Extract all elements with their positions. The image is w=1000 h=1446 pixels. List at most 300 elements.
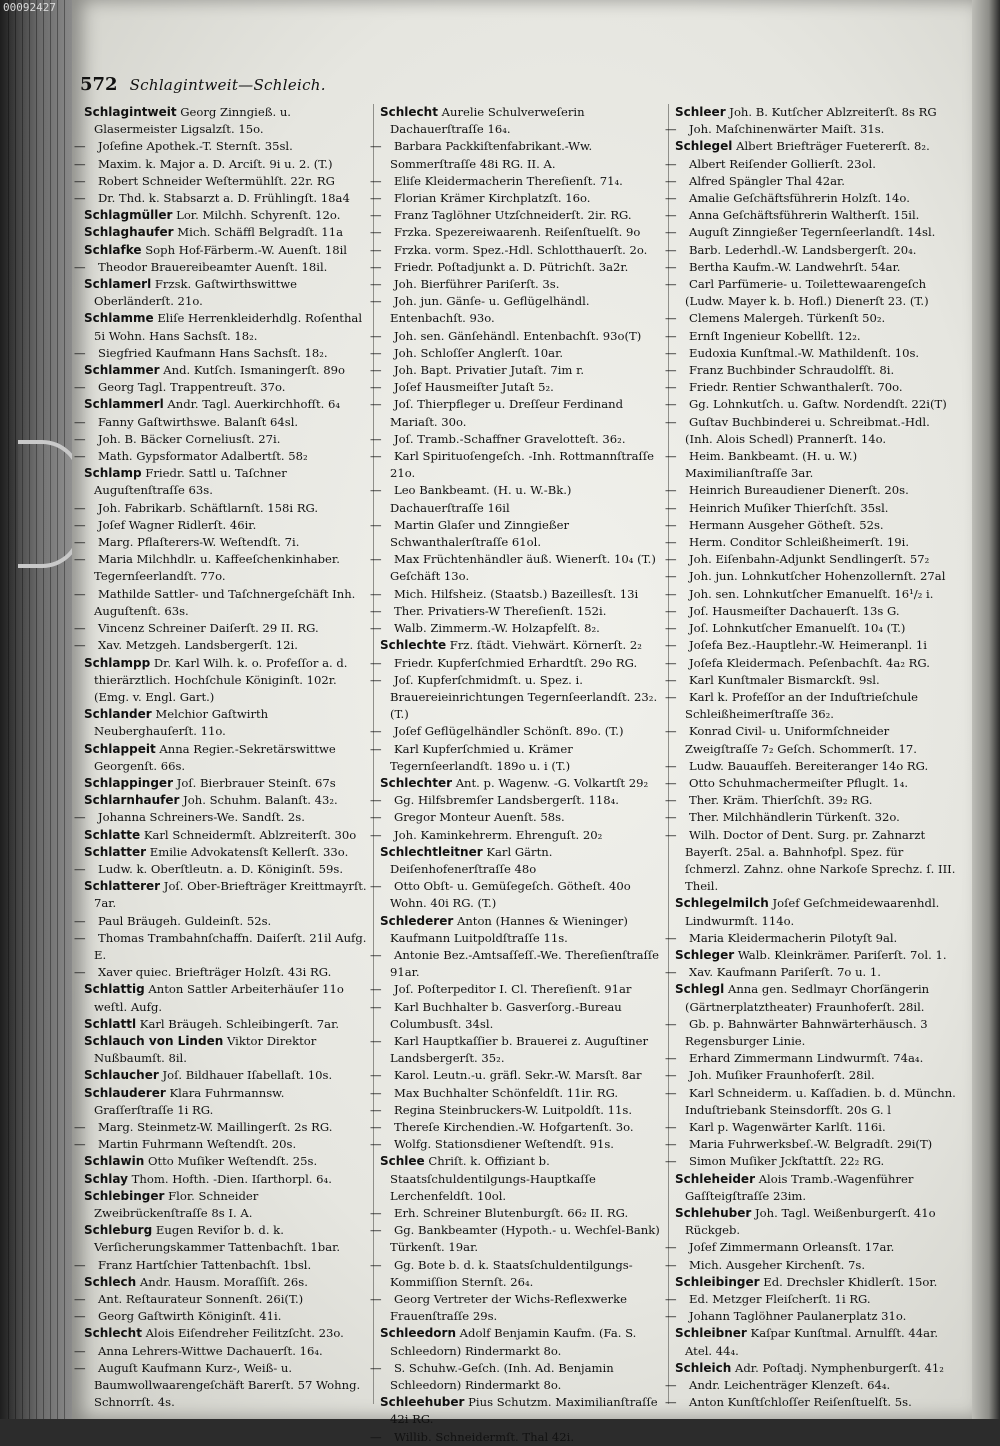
- directory-entry: [84, 310, 367, 344]
- directory-entry: [675, 895, 957, 929]
- entry-details: Emilie Advokatensſt Kellerſt. 33o.: [149, 844, 349, 859]
- directory-entry: [370, 792, 662, 809]
- directory-entry: [370, 517, 662, 551]
- entry-details: Frzka. Spezereiwaarenh. Reiſenſtuelſt. 9o: [394, 225, 641, 240]
- entry-details: Frzsk. Gaſtwirthswittwe Oberländerſt. 21o.: [94, 277, 298, 309]
- entry-details: Wilh. Doctor of Dent. Surg. pr. Zahnarzt Bayerſt. 25al. a. Bahnhofpl. Spez. für ſchmerzl. Zahnz. ohne Narkoſe Sprechz. ſ. III. Theil.: [685, 827, 956, 894]
- directory-entry: [74, 1136, 367, 1153]
- entry-details: Joh. Eiſenbahn-Adjunkt Sendlingerſt. 57₂: [689, 552, 930, 567]
- entry-details: Friedr. Rentier Schwanthalerſt. 70o.: [689, 380, 903, 395]
- entry-details: Friedr. Poſtadjunkt a. D. Pütrichſt. 3a2r.: [394, 259, 629, 274]
- directory-entry: [74, 448, 367, 465]
- directory-entry: [665, 1239, 957, 1256]
- repeat-dash: —: [665, 1240, 677, 1255]
- repeat-dash: —: [74, 621, 86, 636]
- directory-entry: [74, 586, 367, 620]
- entry-details: Ed. Drechsler Khidlerſt. 15or.: [763, 1274, 938, 1289]
- directory-entry: [675, 1360, 957, 1377]
- directory-entry: [370, 878, 662, 912]
- directory-entry: [665, 173, 957, 190]
- entry-details: Barbara Packkiſtenfabrikant.-Ww. Sommerſtraſſe 48i RG. II. A.: [390, 139, 593, 171]
- directory-entry: [370, 999, 662, 1033]
- entry-surname: Schlederer: [380, 913, 454, 928]
- entry-details: Joſefine Apothek.-T. Sternſt. 35sl.: [98, 139, 293, 154]
- repeat-dash: —: [665, 689, 677, 704]
- entry-surname: Schlehuber: [675, 1206, 752, 1220]
- directory-entry: [84, 1153, 367, 1170]
- directory-entry: [74, 138, 367, 155]
- directory-entry: [665, 1050, 957, 1067]
- entry-details: Soph Hof-Färberm.-W. Auenſt. 18il: [145, 242, 348, 257]
- directory-entry: [370, 173, 662, 190]
- directory-entry: [84, 827, 367, 844]
- entry-details: Viktor Direktor Nußbaumſt. 8il.: [94, 1033, 317, 1066]
- entry-details: Franz Hartſchier Tattenbachſt. 1bsl.: [98, 1257, 312, 1272]
- entry-details: Melchior Gaſtwirth Neuberghauſerſt. 11o.: [94, 707, 269, 739]
- directory-entry: [84, 1067, 367, 1084]
- entry-details: Joſ. Thierpfleger u. Dreſſeur Ferdinand Mariaſt. 30o.: [390, 397, 624, 429]
- directory-entry: [665, 1016, 957, 1050]
- directory-entry: [665, 930, 957, 947]
- directory-entry: [370, 655, 662, 672]
- directory-entry: [675, 981, 957, 1015]
- directory-entry: [84, 207, 367, 224]
- entry-details: Joh. Maſchinenwärter Maiſt. 31s.: [689, 122, 885, 137]
- directory-entry: [665, 672, 957, 689]
- entry-surname: Schlatter: [84, 844, 147, 859]
- repeat-dash: —: [370, 724, 382, 739]
- repeat-dash: —: [74, 380, 86, 395]
- entry-details: Joh. Bapt. Privatier Jutaſt. 7im r.: [394, 363, 585, 378]
- directory-entry: [74, 809, 367, 826]
- repeat-dash: —: [74, 965, 86, 980]
- entry-surname: Schlammer: [84, 363, 160, 378]
- directory-entry: [74, 156, 367, 173]
- entry-surname: Schleibner: [675, 1326, 747, 1341]
- directory-entry: [370, 586, 662, 603]
- directory-entry: [84, 878, 367, 912]
- directory-entry: [84, 1033, 367, 1067]
- directory-entry: [84, 844, 367, 861]
- repeat-dash: —: [665, 397, 677, 412]
- repeat-dash: —: [665, 345, 677, 360]
- repeat-dash: —: [370, 827, 382, 842]
- entry-details: Ther. Milchhändlerin Türkenſt. 32o.: [689, 810, 900, 825]
- entry-details: Thomas Trambahnſchaffn. Daiſerſt. 21il Aufg. E.: [94, 930, 367, 962]
- repeat-dash: —: [665, 655, 677, 670]
- entry-details: Albert Reiſender Gollierſt. 23ol.: [689, 156, 876, 171]
- directory-entry: [84, 396, 367, 413]
- repeat-dash: —: [370, 345, 382, 360]
- entry-details: Erhard Zimmermann Lindwurmſt. 74a₄.: [689, 1051, 924, 1066]
- entry-details: Auguſt Kaufmann Kurz-, Weiß- u. Baumwollwaarengeſchäft Barerſt. 57 Wohng. Schnorrſt. 4s.: [94, 1360, 361, 1410]
- repeat-dash: —: [665, 552, 677, 567]
- repeat-dash: —: [74, 431, 86, 446]
- entry-details: Joh. sen. Lohnkutſcher Emanuelſt. 16¹/₂ i.: [689, 586, 934, 601]
- entry-details: Ant. p. Wagenw. -G. Volkartſt 29₂: [455, 775, 649, 790]
- repeat-dash: —: [665, 724, 677, 739]
- directory-entry: [370, 1291, 662, 1325]
- entry-details: Anna Regier.-Sekretärswittwe Georgenſt. 66s.: [94, 741, 336, 773]
- repeat-dash: —: [74, 930, 86, 945]
- entry-details: Otto Schuhmachermeiſter Pfluglt. 1₄.: [689, 775, 909, 790]
- directory-entry: [84, 362, 367, 379]
- entry-details: Amalie Geſchäftsführerin Holzſt. 14o.: [689, 191, 910, 206]
- entry-surname: Schlegl: [675, 982, 725, 997]
- directory-entry: [665, 448, 957, 482]
- directory-entry: [665, 379, 957, 396]
- entry-details: Eugen Reviſor b. d. k. Verſicherungskammer Tattenbachſt. 1bar.: [94, 1223, 341, 1255]
- repeat-dash: —: [370, 672, 382, 687]
- entry-details: Walb. Zimmerm.-W. Holzapfelſt. 8₂.: [394, 621, 600, 636]
- entry-surname: Schlegelmilch: [675, 896, 769, 911]
- repeat-dash: —: [370, 947, 382, 962]
- directory-entry: [74, 190, 367, 207]
- directory-entry: [74, 379, 367, 396]
- directory-entry: [74, 1257, 367, 1274]
- entry-details: Auguſt Zinngießer Tegernſeerlandſt. 14sl.: [689, 225, 936, 240]
- entry-details: Ther. Privatiers-W Thereſienſt. 152i.: [394, 603, 607, 618]
- directory-entry: [84, 1274, 367, 1291]
- entry-surname: Schleich: [675, 1360, 732, 1375]
- directory-entry: [370, 448, 662, 482]
- entry-details: Andr. Tagl. Auerkirchhofſt. 6₄: [167, 397, 341, 412]
- directory-entry: [74, 1343, 367, 1360]
- directory-entry: [84, 242, 367, 259]
- directory-entry: [74, 620, 367, 637]
- page-header: [80, 74, 780, 102]
- entry-details: Eliſe Herrenkleiderhdlg. Roſenthal 5i Wohn. Hans Sachsſt. 18₂.: [94, 311, 363, 343]
- entry-surname: Schlauch von Linden: [84, 1033, 224, 1048]
- repeat-dash: —: [665, 1137, 677, 1152]
- entry-details: Georg Gaſtwirth Königinſt. 41i.: [98, 1309, 282, 1324]
- entry-details: Konrad Civil- u. Uniformſchneider Zweigſtraſſe 7₂ Geſch. Schommerſt. 17.: [685, 724, 917, 756]
- entry-details: Carl Parfümerie- u. Toilettewaarengeſch (Ludw. Mayer k. b. Hofl.) Dienerſt 23. (T.): [685, 277, 929, 309]
- repeat-dash: —: [370, 1206, 382, 1220]
- entry-details: Maria Fuhrwerksbeſ.-W. Belgradſt. 29i(T): [689, 1137, 933, 1152]
- directory-entry: [665, 534, 957, 551]
- entry-details: Gb. p. Bahnwärter Bahnwärterhäusch. 3 Regensburger Linie.: [685, 1016, 928, 1048]
- repeat-dash: —: [74, 449, 86, 464]
- directory-entry: [370, 345, 662, 362]
- entry-details: Heinrich Bureaudiener Dienerſt. 20s.: [689, 483, 909, 498]
- directory-entry: [74, 173, 367, 190]
- entry-details: Maria Kleidermacherin Pilotyſt 9al.: [689, 930, 898, 945]
- repeat-dash: —: [74, 191, 86, 206]
- repeat-dash: —: [665, 1292, 677, 1307]
- entry-surname: Schlamerl: [84, 277, 152, 292]
- directory-entry: [665, 1153, 957, 1170]
- directory-entry: [84, 981, 367, 1015]
- entry-details: Joh. B. Kutſcher Ablzreiterſt. 8s RG: [729, 105, 937, 119]
- directory-entry: [370, 207, 662, 224]
- directory-entry: [665, 551, 957, 568]
- entry-details: Alois Tramb.-Wagenführer Gaſſteigſtraſſe 23im.: [685, 1171, 914, 1203]
- entry-details: Otto Obſt- u. Gemüſegeſch. Götheſt. 40o Wohn. 40i RG. (T.): [390, 879, 631, 911]
- entry-details: Heinrich Muſiker Thierſchſt. 35sl.: [689, 500, 889, 515]
- entry-details: Frzka. vorm. Spez.-Hdl. Schlotthauerſt. 2o.: [394, 242, 648, 257]
- entry-details: Joſ. Kupferſchmidmſt. u. Spez. i. Brauereieinrichtungen Tegernſeerlandſt. 23₂. (T.): [390, 672, 658, 722]
- repeat-dash: —: [665, 638, 677, 653]
- repeat-dash: —: [665, 1257, 677, 1272]
- directory-entry: [74, 964, 367, 981]
- entry-surname: Schlattig: [84, 982, 145, 997]
- directory-columns: [74, 104, 964, 1444]
- repeat-dash: —: [370, 277, 382, 292]
- directory-entry: [370, 620, 662, 637]
- entry-details: Joſ. Lohnkutſcher Emanuelſt. 10₄ (T.): [689, 621, 906, 636]
- repeat-dash: —: [370, 1068, 382, 1083]
- entry-details: Karl Schneiderm. u. Kaſſadien. b. d. Münchn. Induſtriebank Steinsdorfſt. 20s G. l: [685, 1085, 956, 1117]
- repeat-dash: —: [370, 259, 382, 274]
- repeat-dash: —: [74, 1292, 86, 1307]
- directory-entry: [370, 1067, 662, 1084]
- directory-entry: [84, 224, 367, 241]
- directory-entry: [665, 827, 957, 896]
- entry-surname: Schlappinger: [84, 775, 173, 790]
- repeat-dash: —: [665, 380, 677, 395]
- directory-entry: [380, 1394, 662, 1428]
- repeat-dash: —: [665, 621, 677, 636]
- directory-entry: [370, 396, 662, 430]
- entry-details: Flor. Schneider Zweibrückenſtraſſe 8s I. A.: [94, 1188, 259, 1220]
- directory-entry: [665, 964, 957, 981]
- directory-entry: [665, 328, 957, 345]
- repeat-dash: —: [370, 173, 382, 188]
- directory-entry: [665, 259, 957, 276]
- entry-surname: Schlattl: [84, 1016, 137, 1031]
- repeat-dash: —: [665, 827, 677, 842]
- directory-entry: [84, 1171, 367, 1188]
- entry-details: Antonie Bez.-Amtsaſſeſſ.-We. Thereſienſtraſſe 91ar.: [390, 947, 660, 980]
- entry-surname: Schlauderer: [84, 1085, 166, 1100]
- entry-details: Joſ. Ober-Briefträger Kreittmayrſt. 7ar.: [94, 879, 367, 911]
- directory-entry: [370, 1360, 662, 1394]
- entry-details: Dr. Karl Wilh. k. o. Profeſſor a. d. thierärztlich. Hochſchule Königinſt. 102r. (Emg. v. Engl. Gart.): [94, 655, 348, 704]
- directory-entry: [84, 465, 367, 499]
- repeat-dash: —: [370, 999, 382, 1014]
- entry-details: Anton Sattler Arbeiterhäuſer 11o weſtl. Aufg.: [94, 982, 344, 1014]
- entry-details: Kaſpar Kunſtmal. Arnulfſt. 44ar. Atel. 44₄.: [685, 1326, 939, 1358]
- repeat-dash: —: [665, 603, 677, 618]
- repeat-dash: —: [370, 225, 382, 240]
- repeat-dash: —: [74, 1119, 86, 1134]
- entry-details: Albert Briefträger Fuetererſt. 8₂.: [736, 139, 930, 154]
- entry-details: Xaver quiec. Briefträger Holzſt. 43i RG.: [98, 965, 332, 980]
- repeat-dash: —: [74, 1343, 86, 1358]
- directory-entry: [380, 775, 662, 792]
- repeat-dash: —: [370, 397, 382, 412]
- entry-details: Alois Eiſendreher Feilitzſcht. 23o.: [145, 1326, 344, 1341]
- repeat-dash: —: [370, 328, 382, 343]
- repeat-dash: —: [665, 758, 677, 773]
- entry-details: Aurelie Schulverweſerin Dachauerſtraſſe 16₄.: [390, 105, 585, 137]
- repeat-dash: —: [370, 1360, 382, 1375]
- entry-details: Karl Kunſtmaler Bismarckſt. 9sl.: [689, 672, 880, 687]
- entry-details: Guſtav Buchbinderei u. Schreibmat.-Hdl. (Inh. Alois Schedl) Prannerſt. 14o.: [685, 414, 930, 446]
- directory-entry: [380, 104, 662, 138]
- directory-entry: [74, 345, 367, 362]
- repeat-dash: —: [665, 793, 677, 808]
- entry-details: Ed. Metzger Fleiſcherſt. 1i RG.: [689, 1292, 871, 1307]
- repeat-dash: —: [665, 1119, 677, 1134]
- repeat-dash: —: [665, 1016, 677, 1031]
- entry-details: Vincenz Schreiner Daiſerſt. 29 II. RG.: [98, 621, 319, 636]
- directory-entry: [74, 259, 367, 276]
- entry-details: Franz Buchbinder Schraudolfſt. 8i.: [689, 363, 895, 378]
- repeat-dash: —: [74, 156, 86, 171]
- directory-entry: [370, 1257, 662, 1291]
- repeat-dash: —: [74, 345, 86, 360]
- repeat-dash: —: [74, 861, 86, 876]
- entry-details: Karol. Leutn.-u. gräfl. Sekr.-W. Marsſt. 8ar: [394, 1068, 642, 1083]
- entry-details: Gg. Hilfsbremſer Landsbergerſt. 118₄.: [394, 793, 619, 808]
- entry-details: Joh. Schuhm. Balanſt. 43₂.: [183, 793, 338, 808]
- repeat-dash: —: [74, 259, 86, 274]
- directory-entry: [370, 1119, 662, 1136]
- entry-details: Willib. Schneidermſt. Thal 42i.: [394, 1429, 575, 1444]
- entry-details: Gg. Lohnkutſch. u. Gaſtw. Nordendſt. 22i(T): [689, 397, 947, 412]
- repeat-dash: —: [370, 208, 382, 223]
- entry-surname: Schleger: [675, 947, 735, 962]
- entry-details: Johanna Schreiners-We. Sandſt. 2s.: [98, 810, 305, 825]
- entry-details: Eudoxia Kunſtmal.-W. Mathildenſt. 10s.: [689, 345, 920, 360]
- directory-entry: [84, 1188, 367, 1222]
- entry-details: Joſef Geſchmeidewaarenhdl. Lindwurmſt. 114o.: [685, 896, 940, 928]
- repeat-dash: —: [74, 517, 86, 532]
- directory-entry: [665, 362, 957, 379]
- repeat-dash: —: [74, 810, 86, 825]
- column-3: [665, 104, 963, 1410]
- directory-entry: [665, 1257, 957, 1274]
- repeat-dash: —: [665, 311, 677, 326]
- repeat-dash: —: [370, 363, 382, 378]
- repeat-dash: —: [370, 517, 382, 532]
- entry-details: Karl Gärtn. Deiſenhofenerſtraſſe 48o: [390, 844, 553, 876]
- directory-entry: [380, 1153, 662, 1205]
- repeat-dash: —: [665, 1051, 677, 1066]
- entry-details: Regina Steinbruckers-W. Luitpoldſt. 11s.: [394, 1102, 633, 1117]
- directory-entry: [665, 758, 957, 775]
- entry-details: Martin Glaſer und Zinngießer Schwanthalerſtraſſe 61ol.: [390, 517, 569, 550]
- repeat-dash: —: [665, 328, 677, 343]
- directory-entry: [370, 1222, 662, 1256]
- directory-entry: [665, 775, 957, 792]
- entry-details: Joh. jun. Gänſe- u. Geflügelhändl. Entenbachſt. 93o.: [390, 294, 590, 326]
- directory-entry: [665, 310, 957, 327]
- entry-details: Florian Krämer Kirchplatzſt. 16o.: [394, 191, 591, 206]
- entry-surname: Schlawin: [84, 1154, 145, 1169]
- entry-details: Joſ. Poſterpeditor I. Cl. Thereſienſt. 91ar: [394, 982, 632, 997]
- entry-details: Ant. Reſtaurateur Sonnenſt. 26i(T.): [98, 1292, 304, 1307]
- repeat-dash: —: [370, 621, 382, 636]
- entry-details: Joſefa Kleidermach. Peſenbachſt. 4a₂ RG.: [689, 655, 930, 670]
- entry-details: Joſef Hausmeiſter Jutaſt 5₂.: [394, 380, 554, 395]
- repeat-dash: —: [665, 775, 677, 790]
- entry-details: Walb. Kleinkrämer. Pariſerſt. 7ol. 1.: [737, 947, 947, 962]
- entry-details: Adr. Poſtadj. Nymphenburgerſt. 41₂: [735, 1360, 944, 1375]
- directory-entry: [84, 1085, 367, 1119]
- entry-details: Barb. Lederhdl.-W. Landsbergerſt. 20₄.: [689, 242, 917, 257]
- entry-details: Simon Muſiker Jckſtattſt. 22₂ RG.: [689, 1154, 885, 1169]
- directory-entry: [665, 242, 957, 259]
- directory-entry: [74, 930, 367, 964]
- entry-details: Max Buchhalter Schönfeldſt. 11ir. RG.: [394, 1085, 619, 1100]
- entry-details: Martin Fuhrmann Weſtendſt. 20s.: [98, 1137, 297, 1152]
- column-1: [74, 104, 373, 1410]
- repeat-dash: —: [665, 363, 677, 378]
- repeat-dash: —: [665, 500, 677, 515]
- repeat-dash: —: [370, 793, 382, 808]
- repeat-dash: —: [370, 879, 382, 894]
- entry-surname: Schlamp: [84, 466, 142, 481]
- repeat-dash: —: [370, 380, 382, 395]
- repeat-dash: —: [370, 810, 382, 825]
- repeat-dash: —: [665, 810, 677, 825]
- entry-details: Leo Bankbeamt. (H. u. W.-Bk.) Dachauerſtraſſe 16il: [390, 483, 572, 515]
- entry-details: Maria Milchhdlr. u. Kaffeeſchenkinhaber. Tegernſeerlandſt. 77o.: [94, 552, 340, 584]
- entry-surname: Schlegel: [675, 139, 733, 154]
- entry-details: Karl p. Wagenwärter Karlſt. 116i.: [689, 1119, 886, 1134]
- entry-details: Heim. Bankbeamt. (H. u. W.) Maximilianſtraſſe 3ar.: [685, 449, 858, 481]
- entry-details: Marg. Steinmetz-W. Maillingerſt. 2s RG.: [98, 1119, 333, 1134]
- directory-entry: [370, 741, 662, 775]
- directory-entry: [665, 568, 957, 585]
- entry-surname: Schlech: [84, 1274, 137, 1289]
- repeat-dash: —: [370, 1137, 382, 1152]
- repeat-dash: —: [665, 242, 677, 257]
- directory-entry: [370, 138, 662, 172]
- repeat-dash: —: [74, 173, 86, 188]
- directory-entry: [665, 224, 957, 241]
- directory-entry: [74, 534, 367, 551]
- directory-entry: [370, 276, 662, 293]
- directory-entry: [665, 723, 957, 757]
- entry-details: Frz. ſtädt. Viehwärt. Körnerſt. 2₂: [449, 638, 642, 653]
- directory-entry: [665, 655, 957, 672]
- repeat-dash: —: [370, 586, 382, 601]
- directory-entry: [370, 1085, 662, 1102]
- directory-entry: [74, 861, 367, 878]
- entry-surname: Schlarnhaufer: [84, 793, 180, 808]
- entry-details: Wolfg. Stationsdiener Weſtendſt. 91s.: [394, 1137, 614, 1152]
- directory-entry: [675, 104, 957, 121]
- entry-details: Karl Buchhalter b. Gasverſorg.-Bureau Columbusſt. 34sl.: [390, 999, 622, 1031]
- directory-entry: [370, 1205, 662, 1222]
- entry-surname: Schlebinger: [84, 1188, 165, 1203]
- entry-details: Ludw. Bauaufſeh. Bereiteranger 14o RG.: [689, 758, 929, 773]
- directory-entry: [370, 1429, 662, 1446]
- entry-surname: Schlecht: [380, 105, 438, 119]
- repeat-dash: —: [74, 500, 86, 515]
- directory-entry: [74, 1308, 367, 1325]
- repeat-dash: —: [370, 982, 382, 997]
- entry-details: Ernſt Ingenieur Kobellſt. 12₂.: [689, 328, 861, 343]
- entry-details: Dr. Thd. k. Stabsarzt a. D. Frühlingſt. 18a4: [98, 191, 350, 206]
- entry-details: S. Schuhw.-Geſch. (Inh. Ad. Benjamin Schleedorn) Rindermarkt 8o.: [390, 1360, 614, 1393]
- directory-entry: [74, 500, 367, 517]
- repeat-dash: —: [370, 1257, 382, 1272]
- repeat-dash: —: [370, 1119, 382, 1134]
- entry-details: Clemens Malergeh. Türkenſt 50₂.: [689, 311, 886, 326]
- directory-entry: [665, 156, 957, 173]
- entry-details: Alfred Spängler Thal 42ar.: [689, 173, 845, 188]
- entry-details: Siegfried Kaufmann Hans Sachsſt. 18₂.: [98, 345, 328, 360]
- directory-entry: [665, 414, 957, 448]
- entry-details: Chriſt. k. Offiziant b. Staatsſchuldentilgungs-Hauptkaſſe Lerchenfeldſt. 10ol.: [390, 1154, 596, 1203]
- entry-surname: Schlee: [380, 1154, 425, 1169]
- entry-details: Karl Bräugeh. Schleibingerſt. 7ar.: [139, 1016, 340, 1031]
